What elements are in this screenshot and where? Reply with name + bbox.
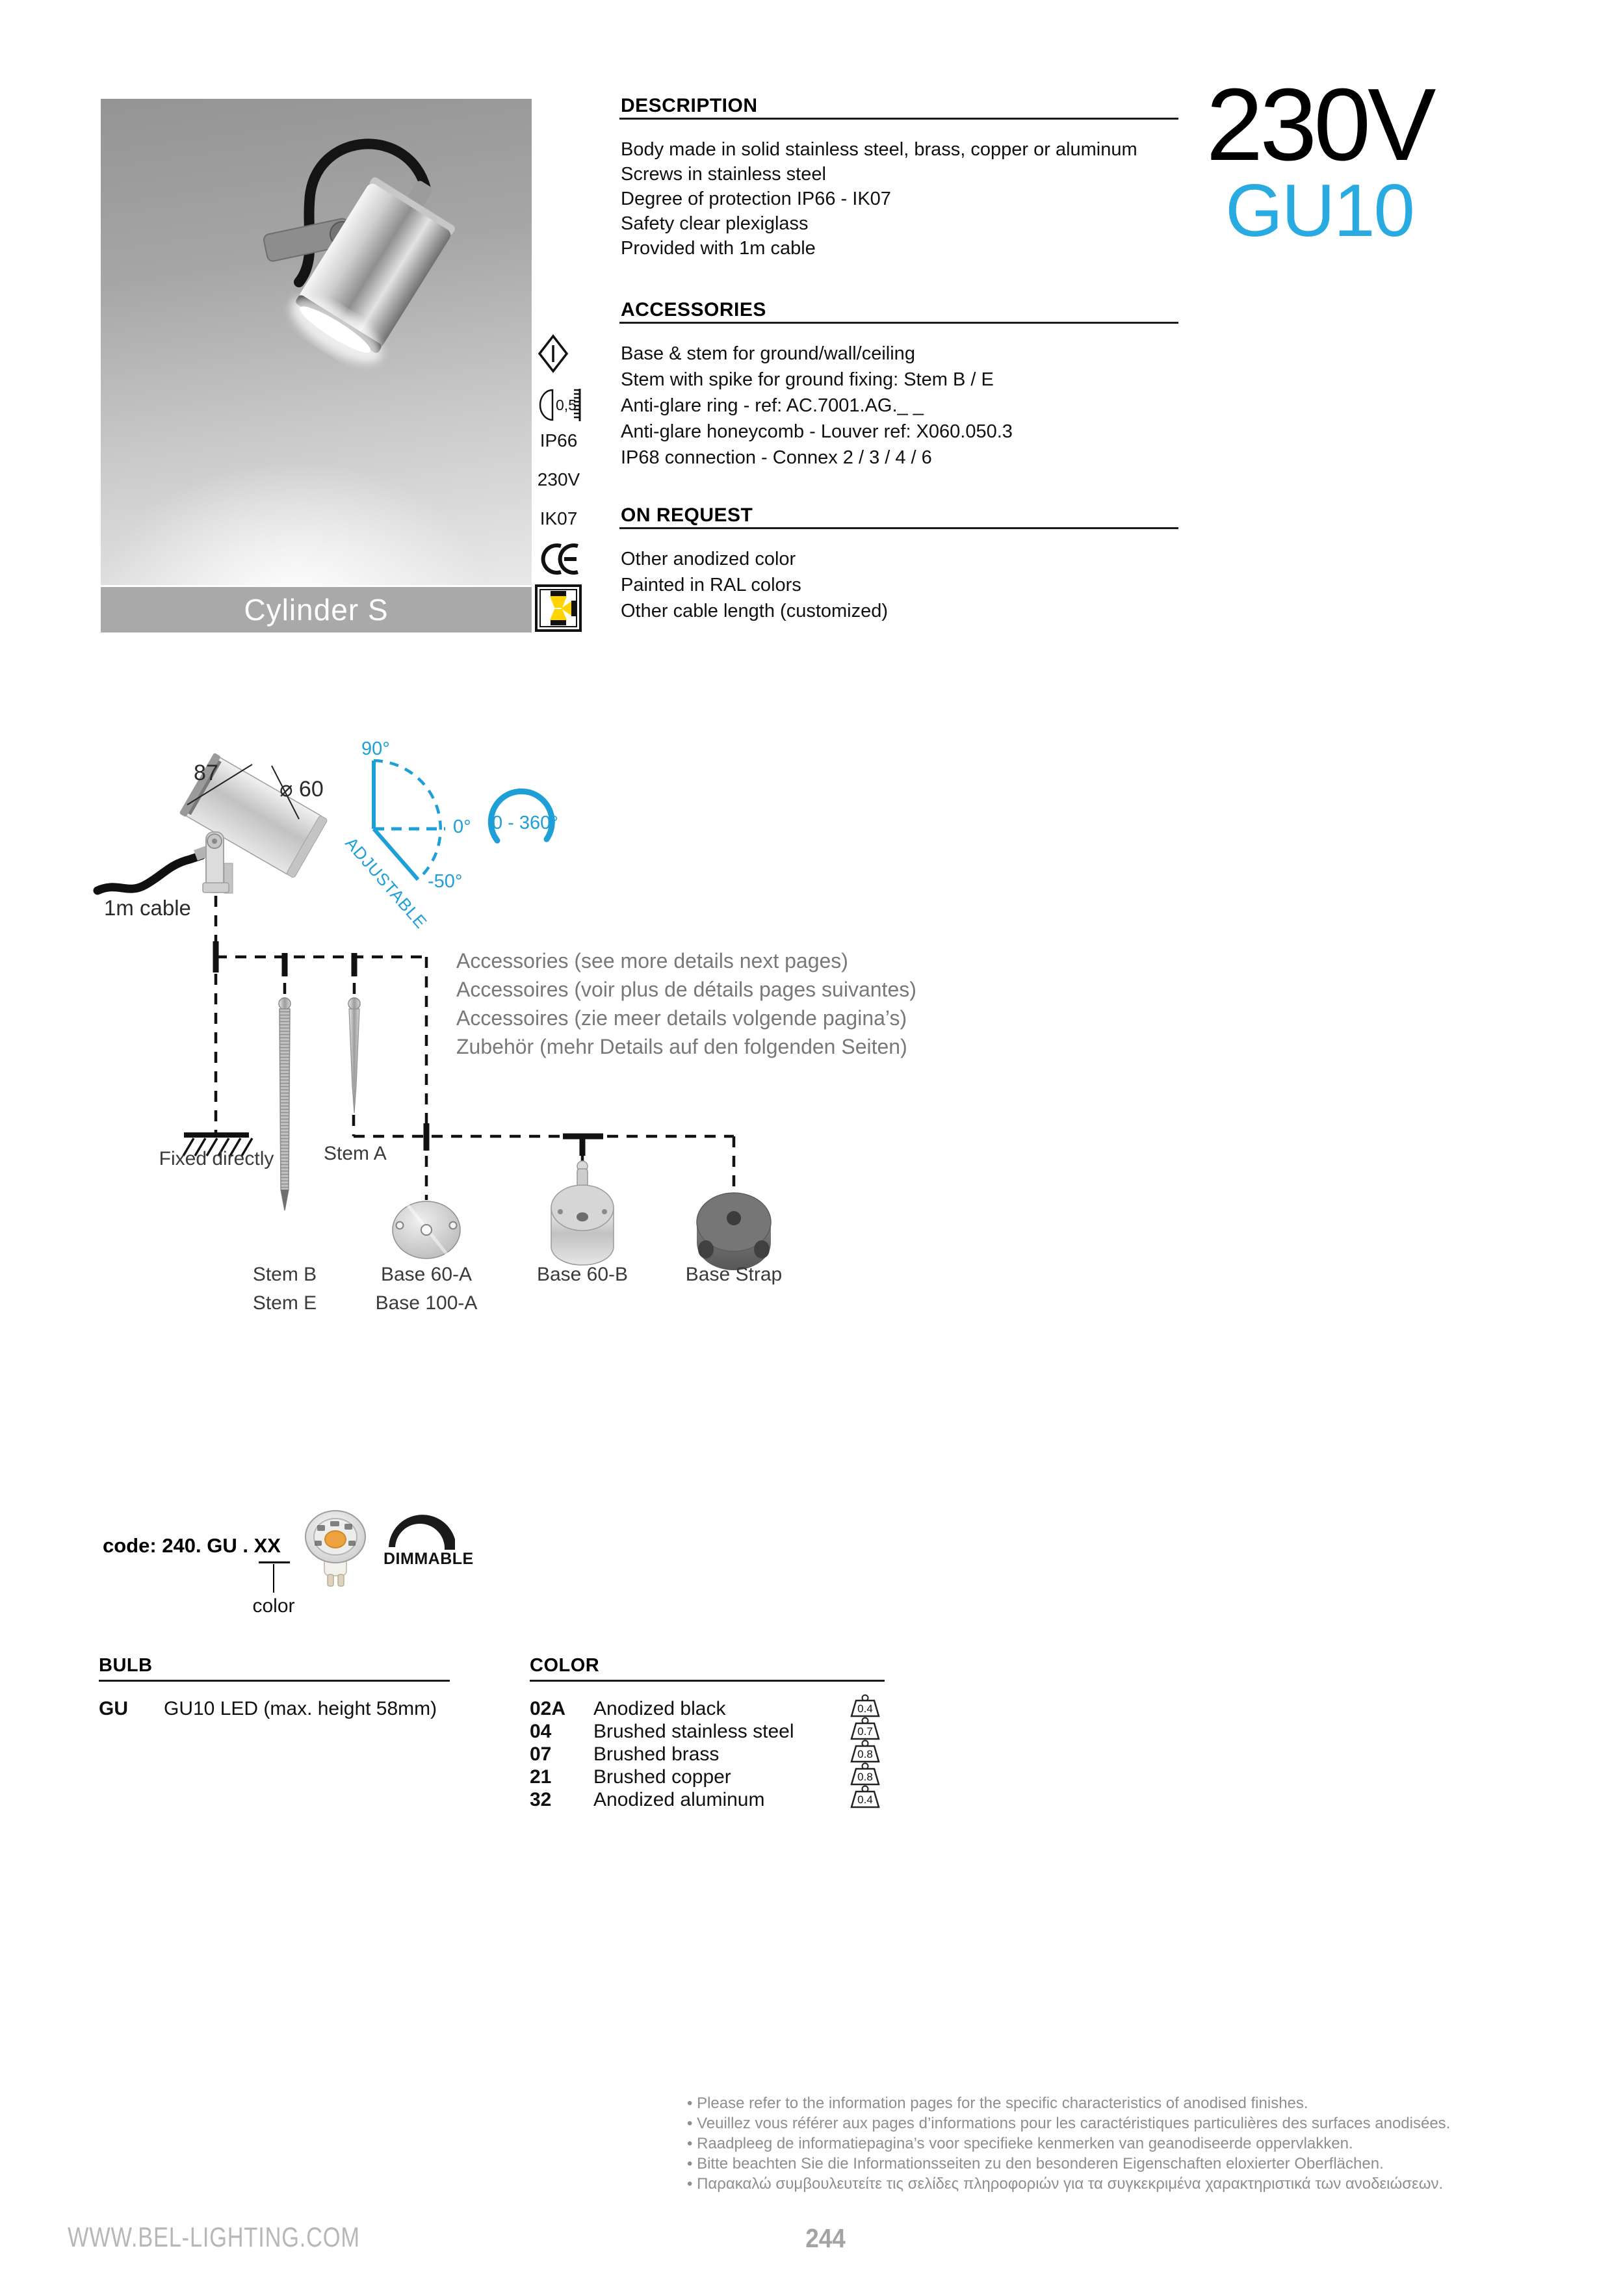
color-row (530, 1789, 764, 1811)
bulb-rule (99, 1680, 450, 1682)
page-number: 244 (805, 2223, 846, 2253)
footnote-en: • Please refer to the information pages for the specific characteristics of anodised finishes. (687, 2094, 1308, 2112)
lamp-type-title: GU10 (1225, 170, 1414, 252)
color-code: 04 (530, 1721, 552, 1742)
color-row (530, 1721, 794, 1743)
description-line: Screws in stainless steel (621, 164, 826, 185)
ik-rating: IK07 (539, 508, 578, 528)
color-name: Brushed brass (593, 1743, 720, 1765)
voltage-title: 230V (1206, 68, 1433, 182)
color-name: Brushed stainless steel (593, 1721, 794, 1742)
diamond-icon (538, 334, 569, 373)
accessories-note-fr: Accessoires (voir plus de détails pages suivantes) (456, 978, 916, 1001)
accessories-title: ACCESSORIES (621, 299, 766, 320)
color-code: 07 (530, 1743, 552, 1765)
stem-b-drawing (279, 998, 291, 1210)
voltage-badge: 230V (537, 469, 580, 489)
stem-a-drawing (348, 998, 360, 1113)
footnote-gr: • Παρακαλώ συμβουλευτείτε τις σελίδες πληροφοριών για τα συγκεκριμένα χαρακτηριστικά των ανοδειώσεων. (687, 2175, 1444, 2193)
color-row (530, 1743, 719, 1766)
product-name: Cylinder S (244, 593, 389, 627)
weight-value: 0.8 (857, 1748, 873, 1760)
accessories-line: Anti-glare honeycomb - Louver ref: X060.050.3 (621, 421, 1013, 442)
base-60a-drawing (393, 1201, 460, 1259)
description-line: Safety clear plexiglass (621, 213, 809, 234)
adjustable-label: ADJUSTABLE (341, 833, 432, 933)
weight-value: 0.8 (857, 1771, 873, 1783)
base-100a-label: Base 100-A (375, 1292, 478, 1314)
accessories-note-en: Accessories (see more details next pages) (456, 949, 848, 972)
color-row (530, 1766, 731, 1788)
weight-icon (848, 1762, 882, 1787)
glass-thickness-icon (538, 387, 586, 423)
footnote-nl: • Raadpleeg de informatiepagina’s voor specifieke kenmerken van geanodiseerde oppervlakken. (687, 2135, 1353, 2152)
color-name: Anodized black (593, 1698, 726, 1719)
weight-icon (848, 1740, 882, 1764)
on-request-rule (619, 527, 1178, 529)
footnote-fr: • Veuillez vous référer aux pages d’informations pour les caractéristiques particulières des surfaces anodisées. (687, 2115, 1451, 2132)
glass-thickness-value: 0,5 (556, 397, 577, 413)
color-name: Brushed copper (593, 1766, 731, 1788)
footnote-de: • Bitte beachten Sie die Informationsseiten zu den besonderen Eigenschaften eloxierter Oberflächen. (687, 2155, 1384, 2172)
dim-length-label: 87 (194, 761, 218, 785)
accessories-rule (619, 322, 1178, 324)
product-name-bar (101, 587, 532, 633)
spotlight-photo-render (101, 99, 532, 585)
color-title: COLOR (530, 1655, 600, 1676)
color-row (530, 1698, 725, 1720)
on-request-line: Other cable length (customized) (621, 601, 889, 621)
ce-mark-icon (539, 542, 579, 576)
stem-b-label: Stem B (252, 1264, 317, 1285)
description-title: DESCRIPTION (621, 95, 758, 116)
order-code: code: 240. GU . XX (103, 1534, 281, 1557)
weight-icon (848, 1785, 882, 1810)
color-code: 02A (530, 1698, 566, 1719)
dimmable-icon (385, 1509, 461, 1551)
color-name: Anodized aluminum (593, 1789, 765, 1810)
accessories-line: Stem with spike for ground fixing: Stem B / E (621, 369, 994, 390)
angle-0-label: 0° (453, 816, 471, 837)
cable-label: 1m cable (104, 896, 191, 920)
accessories-line: Anti-glare ring - ref: AC.7001.AG._ _ (621, 395, 924, 416)
weight-value: 0.4 (857, 1702, 873, 1715)
description-rule (619, 118, 1178, 120)
dim-diameter-label: ⌀ 60 (279, 777, 324, 802)
base-60b-label: Base 60-B (536, 1264, 629, 1285)
rotation-label: 0 - 360° (492, 813, 558, 833)
bulb-desc: GU10 LED (max. height 58mm) (164, 1698, 437, 1719)
color-rule (530, 1680, 885, 1682)
base-60b-drawing (551, 1161, 614, 1265)
accessories-line: IP68 connection - Connex 2 / 3 / 4 / 6 (621, 447, 932, 468)
description-line: Provided with 1m cable (621, 238, 816, 259)
angle-90-label: 90° (361, 738, 390, 759)
bulb-code: GU (99, 1698, 128, 1719)
accessories-note-de: Zubehör (mehr Details auf den folgenden Seiten) (456, 1035, 907, 1058)
beam-direction-icon (535, 584, 582, 632)
bulb-title: BULB (99, 1655, 153, 1676)
base-strap-label: Base Strap (685, 1264, 783, 1285)
on-request-line: Painted in RAL colors (621, 575, 801, 595)
code-color-label: color (252, 1595, 295, 1617)
weight-value: 0.4 (857, 1794, 873, 1806)
weight-value: 0.7 (857, 1725, 873, 1738)
cable-drawing (97, 855, 201, 891)
stem-a-label: Stem A (324, 1143, 387, 1164)
accessories-line: Base & stem for ground/wall/ceiling (621, 343, 915, 364)
product-photo (101, 99, 532, 585)
stem-e-label: Stem E (252, 1292, 317, 1314)
code-pointer-line (273, 1564, 274, 1593)
fixed-directly-label: Fixed directly (159, 1148, 274, 1169)
gu10-bulb-icon (303, 1507, 368, 1589)
description-line: Degree of protection IP66 - IK07 (621, 189, 891, 209)
on-request-title: ON REQUEST (621, 504, 753, 526)
description-line: Body made in solid stainless steel, brass, copper or aluminum (621, 139, 1137, 160)
weight-icon (848, 1717, 882, 1742)
base-60a-label: Base 60-A (380, 1264, 473, 1285)
accessories-note-nl: Accessoires (zie meer details volgende pagina’s) (456, 1006, 907, 1030)
dimmable-label: DIMMABLE (383, 1550, 474, 1568)
angle-minus50-label: -50° (428, 871, 463, 892)
website-url: WWW.BEL-LIGHTING.COM (68, 2222, 360, 2253)
code-underline (259, 1561, 290, 1563)
color-code: 32 (530, 1789, 552, 1810)
weight-icon (848, 1694, 882, 1719)
on-request-line: Other anodized color (621, 549, 796, 569)
color-code: 21 (530, 1766, 552, 1788)
ip-rating: IP66 (539, 430, 578, 450)
base-strap-drawing (697, 1193, 771, 1270)
